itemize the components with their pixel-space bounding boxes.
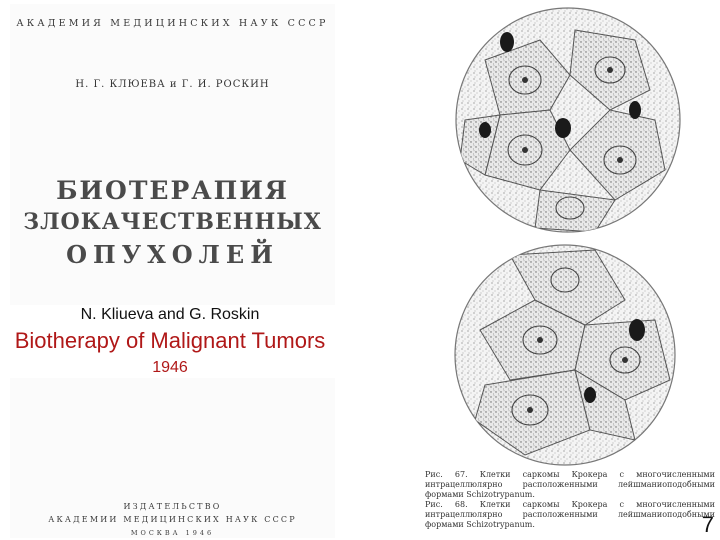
english-year: 1946 [152, 359, 188, 376]
book-cover [10, 4, 335, 538]
figure-caption-68: Рис. 68. Клетки саркомы Крокера с многочисленными интрацеллюлярно расположенными лейшманиоподобными формами Schizotrypanum. [425, 500, 715, 529]
figure-caption-67: Рис. 67. Клетки саркомы Крокера с многочисленными интрацеллюлярно расположенными лейшманиоподобными формами Schizotrypanum. [425, 470, 715, 499]
english-title: Biotherapy of Malignant Tumors [14, 328, 326, 353]
micrograph-fig67 [456, 8, 680, 232]
english-authors: N. Klіueva and G. Roskin [80, 306, 260, 323]
publisher-line3: МОСКВА 1946 [130, 529, 215, 537]
english-caption [0, 305, 340, 378]
cover-title-line2: ЗЛОКАЧЕСТВЕННЫХ [23, 209, 322, 235]
cover-title-line1: БИОТЕРАПИЯ [56, 176, 289, 205]
cover-title-line3: ОПУХОЛЕЙ [66, 240, 279, 269]
micrograph-illustrations [335, 0, 720, 540]
micrograph-plates [335, 0, 720, 540]
academy-header: АКАДЕМИЯ МЕДИЦИНСКИХ НАУК СССР [16, 18, 329, 29]
publisher-line2: АКАДЕМИИ МЕДИЦИНСКИХ НАУК СССР [48, 515, 297, 524]
publisher-line1: ИЗДАТЕЛЬСТВО [123, 502, 222, 511]
micrograph-fig68 [455, 245, 675, 465]
slide-page-number: 7 [701, 512, 714, 537]
cover-authors: Н. Г. КЛЮЕВА и Г. И. РОСКИН [75, 79, 270, 90]
